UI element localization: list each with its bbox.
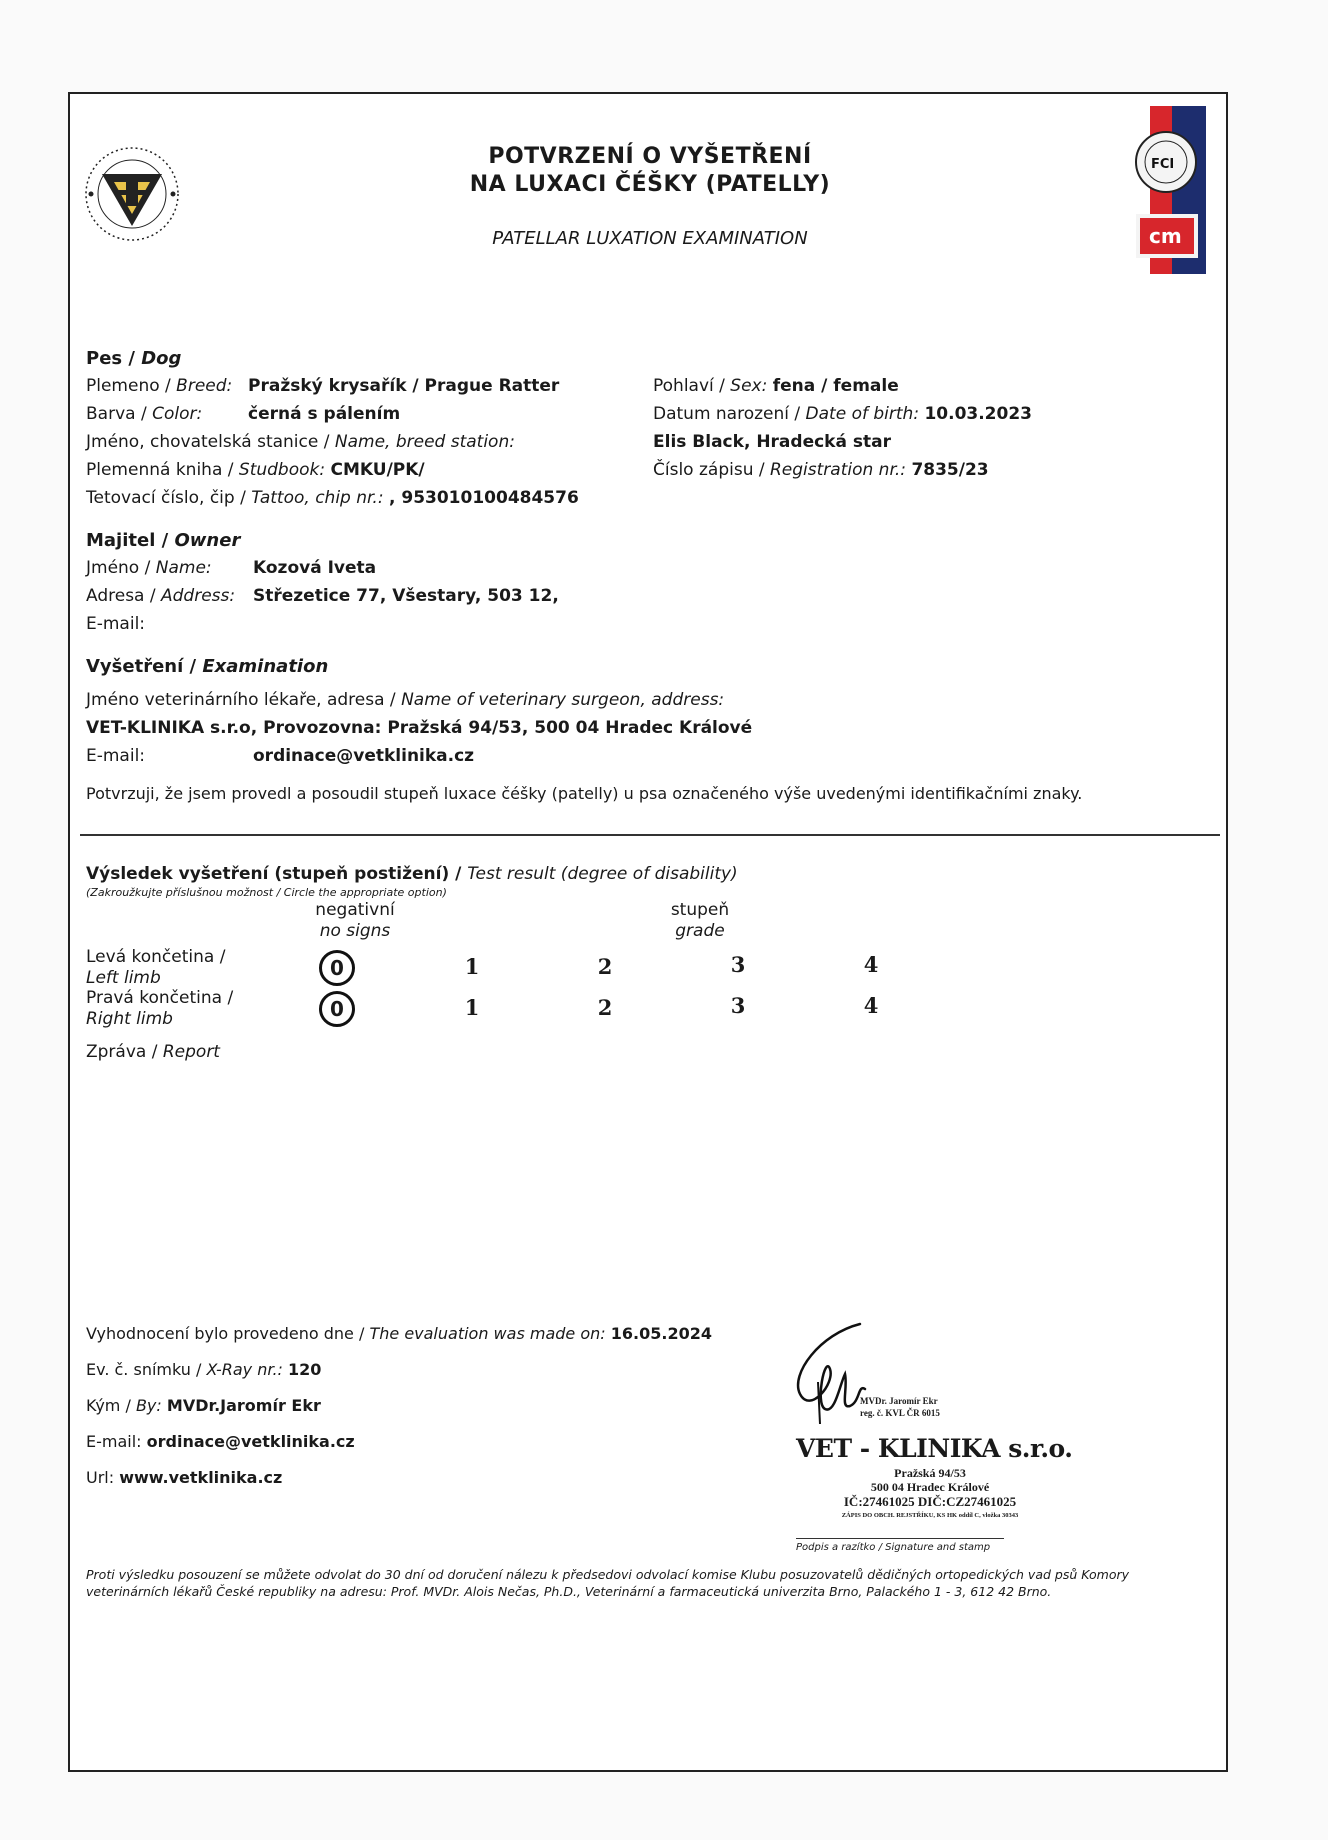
fci-logo-text: FCI — [1151, 157, 1175, 172]
stamp-vet-name: MVDr. Jaromír Ekr — [860, 1396, 938, 1406]
vet-email-label: E-mail: — [86, 746, 146, 766]
result-heading: Výsledek vyšetření (stupeň postižení) / Test result (degree of disability) — [86, 864, 738, 884]
right-limb-label-en: Right limb — [86, 1009, 173, 1029]
left-limb-grade-0-selected[interactable]: 0 — [319, 950, 355, 986]
owner-heading: Majitel / Owner — [86, 530, 241, 551]
sex-row: Pohlaví / Sex: fena / female — [653, 376, 899, 396]
cmku-logo-text: cm — [1149, 224, 1182, 248]
name-row: Jméno, chovatelská stanice / Name, breed station: — [86, 432, 515, 452]
registration-row: Číslo zápisu / Registration nr.: 7835/23 — [653, 460, 989, 480]
certificate-frame — [68, 92, 1228, 1772]
chip-row: Tetovací číslo, čip / Tattoo, chip nr.: , 953010100484576 — [86, 488, 579, 508]
owner-address-label: Adresa / Address: — [86, 586, 236, 606]
evaluation-email-row: E-mail: ordinace@vetklinika.cz — [86, 1432, 355, 1451]
dog-heading: Pes / Dog — [86, 348, 182, 369]
right-limb-grade-3[interactable]: 3 — [730, 993, 746, 1018]
left-limb-grade-3[interactable]: 3 — [730, 952, 746, 977]
left-limb-label — [86, 947, 225, 989]
left-limb-grade-1[interactable]: 1 — [464, 954, 480, 979]
signature-caption: Podpis a razítko / Signature and stamp — [796, 1542, 991, 1553]
left-limb-label-en: Left limb — [86, 968, 161, 988]
owner-name-value: Kozová Iveta — [253, 558, 377, 578]
evaluator-row: Kým / By: MVDr.Jaromír Ekr — [86, 1396, 321, 1415]
right-limb-grade-0-selected[interactable]: 0 — [319, 991, 355, 1027]
document-title-line1: POTVRZENÍ O VYŠETŘENÍ — [488, 144, 812, 169]
left-limb-label-cz: Levá končetina / — [86, 947, 226, 967]
stamp-ids: IČ:27461025 DIČ:CZ27461025 — [843, 1494, 1017, 1509]
color-value: černá s pálením — [248, 404, 401, 424]
section-divider — [80, 834, 1220, 836]
dog-name-value: Elis Black, Hradecká star — [653, 432, 891, 452]
owner-name-label: Jméno / Name: — [86, 558, 212, 578]
grade-label — [640, 900, 760, 942]
negative-label-en: no signs — [319, 921, 391, 941]
owner-address-value: Střezetice 77, Všestary, 503 12, — [253, 586, 559, 606]
dob-row: Datum narození / Date of birth: 10.03.2023 — [653, 404, 1032, 424]
result-instruction: (Zakroužkujte příslušnou možnost / Circle the appropriate option) — [86, 886, 447, 899]
right-limb-grade-2[interactable]: 2 — [597, 995, 613, 1020]
vet-label: Jméno veterinárního lékaře, adresa / Name of veterinary surgeon, address: — [86, 690, 725, 710]
owner-email-label: E-mail: — [86, 614, 146, 634]
evaluation-date-row: Vyhodnocení bylo provedeno dne / The evaluation was made on: 16.05.2024 — [86, 1324, 712, 1343]
grade-label-cz: stupeň — [670, 900, 730, 920]
color-row: Barva / Color: — [86, 404, 203, 424]
examination-heading: Vyšetření / Examination — [86, 656, 329, 677]
negative-label — [295, 900, 415, 942]
right-limb-label — [86, 988, 233, 1030]
stamp-street: Pražská 94/53 — [894, 1466, 966, 1480]
stamp-company: VET - KLINIKA s.r.o. — [796, 1434, 1073, 1463]
vet-value: VET-KLINIKA s.r.o, Provozovna: Pražská 94/53, 500 04 Hradec Králové — [86, 718, 753, 738]
left-limb-grade-2[interactable]: 2 — [597, 954, 613, 979]
stamp-register: ZÁPIS DO OBCH. REJSTŘÍKU, KS HK oddíl C, vložka 30343 — [841, 1512, 1019, 1519]
right-limb-label-cz: Pravá končetina / — [86, 988, 234, 1008]
vet-email-value: ordinace@vetklinika.cz — [253, 746, 475, 766]
left-limb-grade-4[interactable]: 4 — [863, 952, 879, 977]
confirmation-text: Potvrzuji, že jsem provedl a posoudil stupeň luxace čéšky (patelly) u psa označeného výše uvedenými identifikačními znaky. — [86, 784, 1083, 803]
negative-label-cz: negativní — [315, 900, 395, 920]
grade-label-en: grade — [675, 921, 725, 941]
document-title-line2: NA LUXACI ČÉŠKY (PATELLY) — [469, 172, 831, 197]
report-label: Zpráva / Report — [86, 1042, 220, 1062]
appeal-notice: Proti výsledku posouzení se můžete odvolat do 30 dní od doručení nálezu k předsedovi odvolací komise Klubu posuzovatelů dědičných ortopedických vad psů Komory veterinárních lékařů České republiky na adresu: Prof. MVDr. Alois Nečas, Ph.D., Veterinární a farmaceutická univerzita Brno, Palackého 1 - 3, 612 42 Brno. — [86, 1567, 1129, 1599]
xray-row: Ev. č. snímku / X-Ray nr.: 120 — [86, 1360, 322, 1379]
document-subtitle: PATELLAR LUXATION EXAMINATION — [492, 228, 808, 249]
breed-row: Plemeno / Breed: — [86, 376, 233, 396]
studbook-row: Plemenná kniha / Studbook: CMKU/PK/ — [86, 460, 425, 480]
breed-value: Pražský krysařík / Prague Ratter — [248, 376, 560, 396]
right-limb-grade-1[interactable]: 1 — [464, 995, 480, 1020]
signature-line — [796, 1538, 1004, 1539]
stamp-city: 500 04 Hradec Králové — [870, 1480, 990, 1494]
right-limb-grade-4[interactable]: 4 — [863, 993, 879, 1018]
stamp-vet-reg: reg. č. KVL ČR 6015 — [860, 1408, 940, 1418]
evaluation-url-row: Url: www.vetklinika.cz — [86, 1468, 283, 1487]
